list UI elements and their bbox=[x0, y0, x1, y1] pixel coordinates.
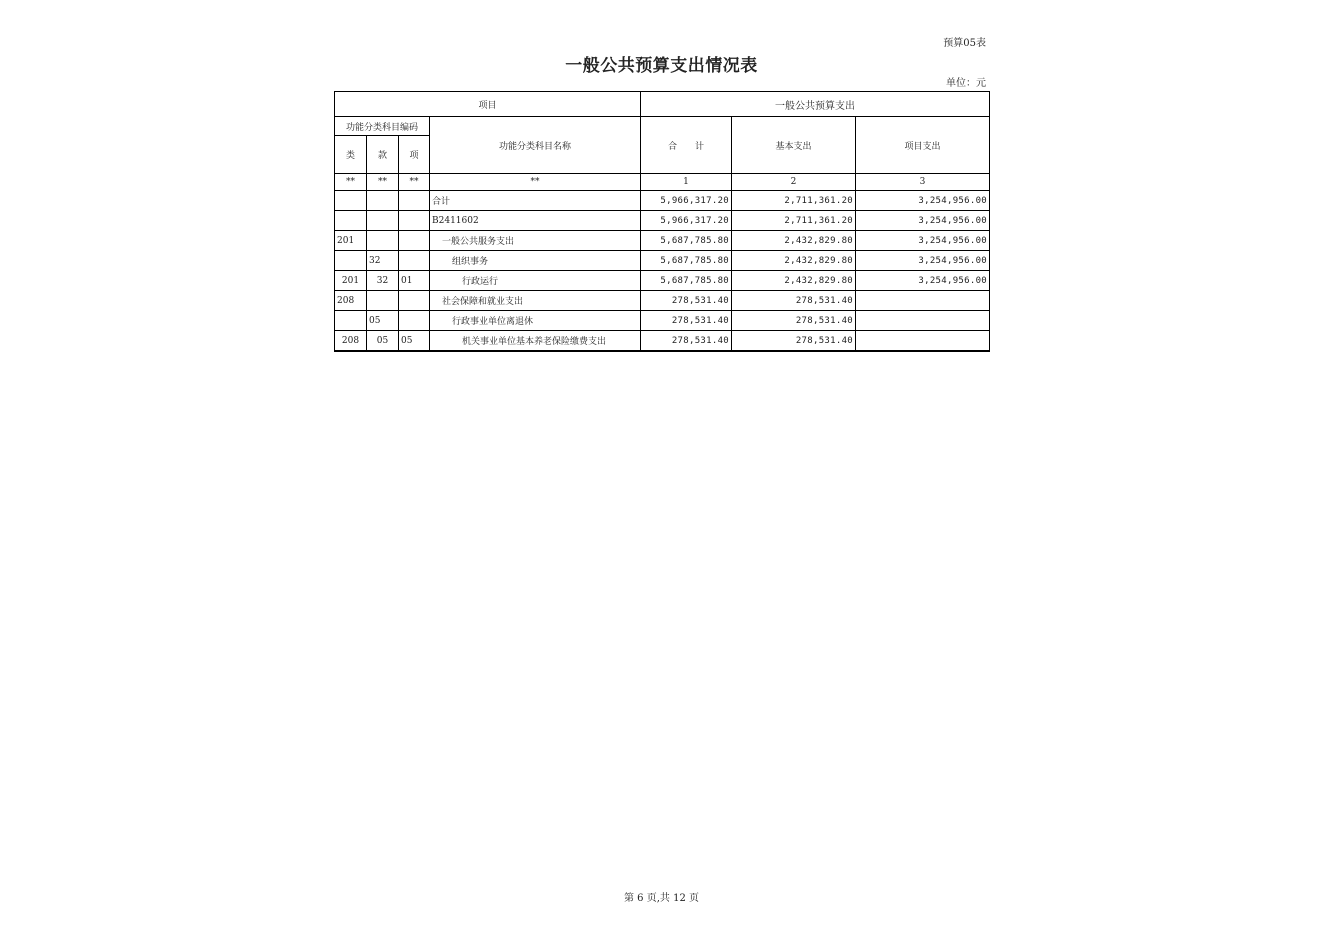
index-row bbox=[335, 174, 990, 191]
cell-total: 278,531.40 bbox=[641, 311, 732, 331]
cell-project bbox=[856, 311, 990, 331]
xiang-header: 项 bbox=[399, 136, 430, 174]
index-basic: 2 bbox=[732, 174, 856, 191]
cell-kuan: 05 bbox=[367, 331, 399, 352]
project-group-header: 项目 bbox=[335, 92, 641, 117]
cell-total: 5,687,785.80 bbox=[641, 271, 732, 291]
cell-name: 组织事务 bbox=[430, 251, 641, 271]
cell-kuan bbox=[367, 191, 399, 211]
cell-kuan bbox=[367, 291, 399, 311]
index-xiang: ** bbox=[399, 174, 430, 191]
cell-name: 社会保障和就业支出 bbox=[430, 291, 641, 311]
cell-xiang bbox=[399, 291, 430, 311]
cell-xiang bbox=[399, 251, 430, 271]
budget-expense-table bbox=[334, 91, 990, 352]
cell-project: 3,254,956.00 bbox=[856, 211, 990, 231]
cell-name: 机关事业单位基本养老保险缴费支出 bbox=[430, 331, 641, 352]
cell-total: 5,687,785.80 bbox=[641, 251, 732, 271]
table-row bbox=[335, 291, 990, 311]
cell-kuan: 32 bbox=[367, 251, 399, 271]
cell-project bbox=[856, 331, 990, 352]
index-total: 1 bbox=[641, 174, 732, 191]
page-indicator: 第 6 页,共 12 页 bbox=[624, 893, 699, 904]
cell-kuan bbox=[367, 211, 399, 231]
cell-total: 5,687,785.80 bbox=[641, 231, 732, 251]
basic-header: 基本支出 bbox=[732, 117, 856, 174]
cell-lei: 208 bbox=[335, 291, 367, 311]
table-row bbox=[335, 311, 990, 331]
cell-total: 5,966,317.20 bbox=[641, 211, 732, 231]
cell-basic: 2,432,829.80 bbox=[732, 251, 856, 271]
cell-basic: 2,711,361.20 bbox=[732, 191, 856, 211]
index-name: ** bbox=[430, 174, 641, 191]
cell-total: 278,531.40 bbox=[641, 331, 732, 352]
cell-xiang bbox=[399, 311, 430, 331]
cell-total: 5,966,317.20 bbox=[641, 191, 732, 211]
cell-basic: 2,432,829.80 bbox=[732, 271, 856, 291]
table-row bbox=[335, 231, 990, 251]
cell-project: 3,254,956.00 bbox=[856, 251, 990, 271]
cell-project: 3,254,956.00 bbox=[856, 271, 990, 291]
cell-kuan: 32 bbox=[367, 271, 399, 291]
cell-lei: 208 bbox=[335, 331, 367, 352]
cell-lei bbox=[335, 311, 367, 331]
cell-kuan bbox=[367, 231, 399, 251]
cell-name: 行政运行 bbox=[430, 271, 641, 291]
name-header: 功能分类科目名称 bbox=[430, 117, 641, 174]
page-title: 一般公共预算支出情况表 bbox=[565, 56, 758, 76]
expense-group-header: 一般公共预算支出 bbox=[641, 92, 990, 117]
cell-lei: 201 bbox=[335, 231, 367, 251]
cell-lei bbox=[335, 191, 367, 211]
table-row bbox=[335, 191, 990, 211]
cell-project bbox=[856, 291, 990, 311]
table-row bbox=[335, 211, 990, 231]
table-row bbox=[335, 251, 990, 271]
cell-basic: 278,531.40 bbox=[732, 291, 856, 311]
header-row-code bbox=[335, 117, 990, 136]
code-header: 功能分类科目编码 bbox=[335, 117, 430, 136]
index-kuan: ** bbox=[367, 174, 399, 191]
lei-header: 类 bbox=[335, 136, 367, 174]
cell-kuan: 05 bbox=[367, 311, 399, 331]
cell-lei: 201 bbox=[335, 271, 367, 291]
cell-project: 3,254,956.00 bbox=[856, 191, 990, 211]
cell-xiang bbox=[399, 231, 430, 251]
cell-total: 278,531.40 bbox=[641, 291, 732, 311]
form-number: 预算05表 bbox=[943, 38, 986, 49]
header-row-groups bbox=[335, 92, 990, 117]
cell-xiang bbox=[399, 191, 430, 211]
cell-xiang: 05 bbox=[399, 331, 430, 352]
cell-lei bbox=[335, 251, 367, 271]
cell-basic: 278,531.40 bbox=[732, 311, 856, 331]
total-header: 合 计 bbox=[641, 117, 732, 174]
table-row bbox=[335, 271, 990, 291]
cell-basic: 2,711,361.20 bbox=[732, 211, 856, 231]
cell-project: 3,254,956.00 bbox=[856, 231, 990, 251]
cell-name: 合计 bbox=[430, 191, 641, 211]
unit-label: 单位：元 bbox=[946, 78, 986, 89]
kuan-header: 款 bbox=[367, 136, 399, 174]
table-row bbox=[335, 331, 990, 352]
index-lei: ** bbox=[335, 174, 367, 191]
cell-basic: 2,432,829.80 bbox=[732, 231, 856, 251]
cell-xiang: 01 bbox=[399, 271, 430, 291]
project-header: 项目支出 bbox=[856, 117, 990, 174]
cell-lei bbox=[335, 211, 367, 231]
cell-name: 行政事业单位离退休 bbox=[430, 311, 641, 331]
cell-name: 一般公共服务支出 bbox=[430, 231, 641, 251]
cell-name: B2411602 bbox=[430, 211, 641, 231]
cell-xiang bbox=[399, 211, 430, 231]
index-project: 3 bbox=[856, 174, 990, 191]
cell-basic: 278,531.40 bbox=[732, 331, 856, 352]
